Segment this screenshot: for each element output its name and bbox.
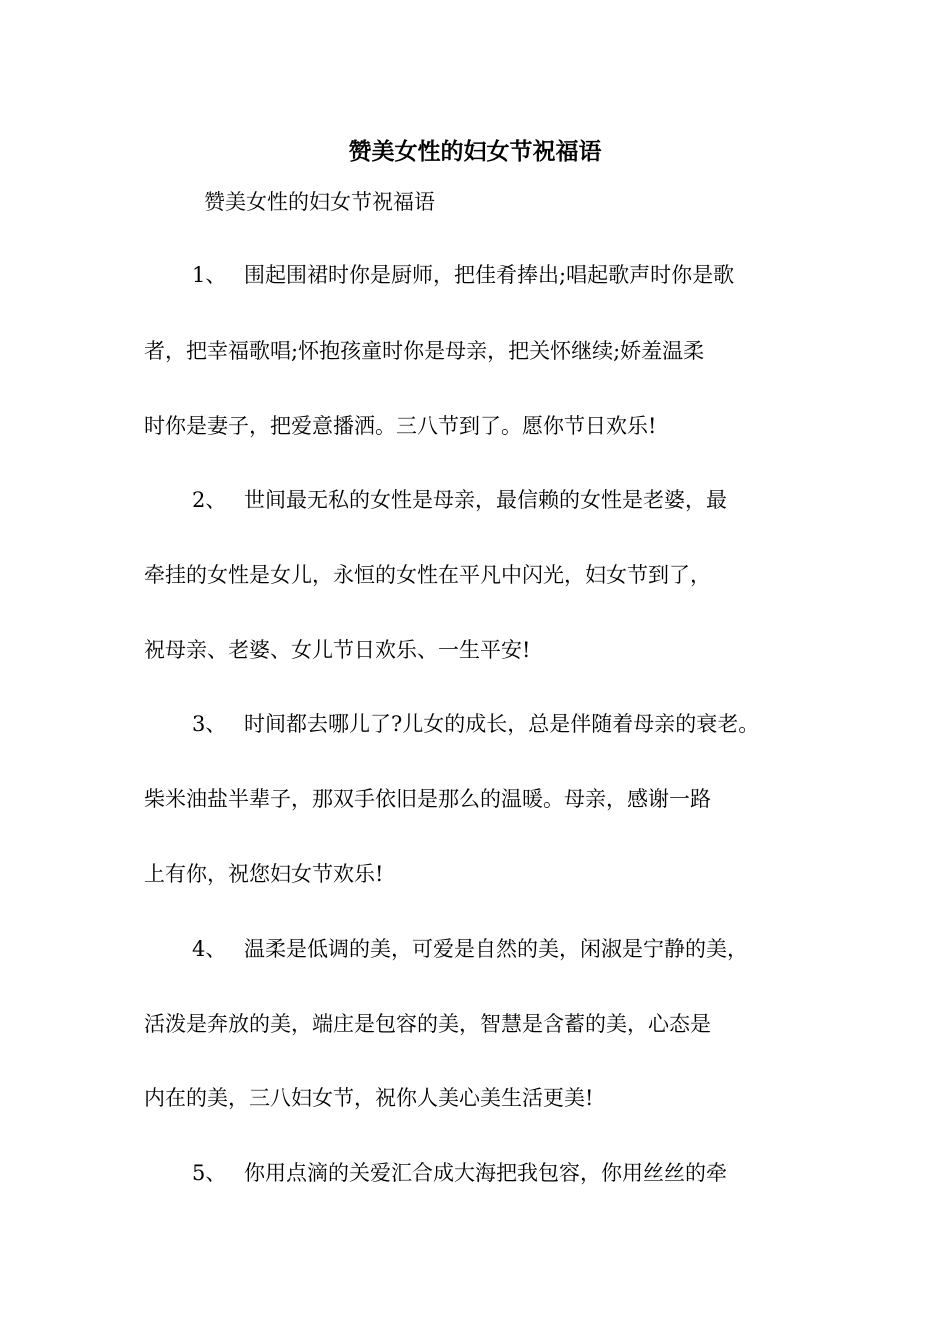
paragraph-line [144,1155,824,1191]
item-text: 你用点滴的关爱汇合成大海把我包容，你用丝丝的牵 [244,1161,727,1185]
paragraph-line [144,706,824,742]
paragraph-line [144,257,824,293]
paragraph-line: 内在的美，三八妇女节，祝你人美心美生活更美! [144,1086,594,1110]
item-number: 4、 [192,937,227,961]
item-text: 世间最无私的女性是母亲，最信赖的女性是老婆，最 [244,488,727,512]
item-number: 5、 [192,1161,227,1185]
item-text: 围起围裙时你是厨师，把佳肴捧出;唱起歌声时你是歌 [244,263,735,287]
paragraph-line: 时你是妻子，把爱意播洒。三八节到了。愿你节日欢乐! [144,414,657,438]
item-number: 1、 [192,263,227,287]
document-subtitle: 赞美女性的妇女节祝福语 [204,190,435,214]
paragraph-line [144,931,824,967]
item-text: 时间都去哪儿了?儿女的成长，总是伴随着母亲的衰老。 [244,712,760,736]
paragraph-line: 者，把幸福歌唱;怀抱孩童时你是母亲，把关怀继续;娇羞温柔 [144,339,705,363]
paragraph-line: 活泼是奔放的美，端庄是包容的美，智慧是含蓄的美，心态是 [144,1012,711,1036]
paragraph-line: 祝母亲、老婆、女儿节日欢乐、一生平安! [144,638,531,662]
item-number: 3、 [192,712,227,736]
paragraph-line: 柴米油盐半辈子，那双手依旧是那么的温暖。母亲，感谢一路 [144,787,711,811]
paragraph-line: 牵挂的女性是女儿，永恒的女性在平凡中闪光，妇女节到了， [144,563,711,587]
paragraph-line [144,482,824,518]
item-number: 2、 [192,488,227,512]
item-text: 温柔是低调的美，可爱是自然的美，闲淑是宁静的美， [244,937,748,961]
paragraph-line: 上有你，祝您妇女节欢乐! [144,862,384,886]
document-title: 赞美女性的妇女节祝福语 [348,138,602,165]
